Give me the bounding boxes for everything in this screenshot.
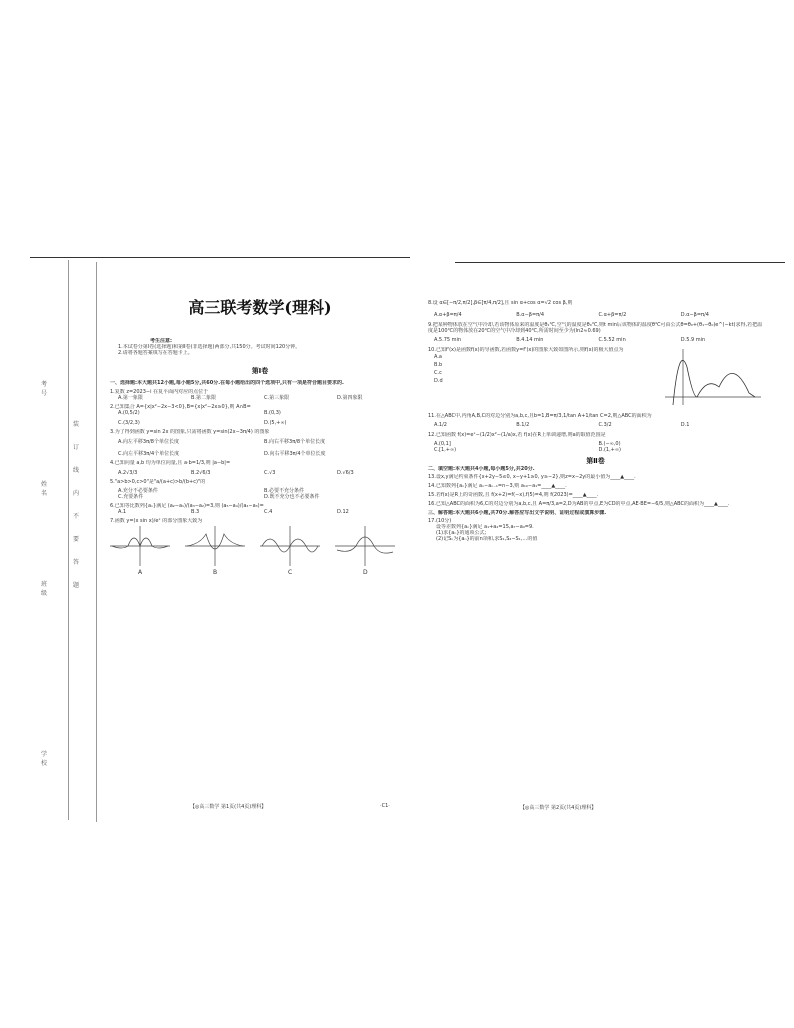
option: D.√6/3 [337,470,354,476]
header-rule-left [30,257,410,258]
option: D.向右平移3π/4个单位长度 [264,451,326,457]
option: C.第三象限 [264,395,290,401]
question-3 [110,429,410,457]
question-stem: 4.已知向量 a,b 均为单位向量,且 a·b=1/3,则 |a−b|= [110,460,231,466]
section-1-title: 第Ⅰ卷 [251,367,269,375]
option: A.2√3/3 [118,470,138,476]
option: B.第二象限 [191,395,217,401]
derivative-graph [663,347,763,407]
right-footer: 【◎高三数学 第2页(共4页)理科】 [520,805,597,811]
section-1-intro: 一、选择题:本大题共12小题,每小题5分,共60分.在每小题给出的四个选项中,只有一项是符合题目要求的. [110,380,344,386]
question-9 [428,322,763,343]
option: A.α+β=π/4 [434,312,462,318]
question-4 [110,460,410,476]
margin-label-kaohao: 考号 [40,381,47,397]
option: C.3/2 [598,422,612,428]
option: A.a [434,354,442,360]
notice-heading: 考生注意: [150,338,172,344]
graph-label: A [138,569,143,576]
margin-label-class: 班级 [40,581,47,597]
question-stem: 11.在△ABC中,内角A,B,C的对边分别为a,b,c,且b=1,B=π/3,1/tan A+1/tan C=2,则△ABC的面积为 [428,413,652,419]
notice-line: 2.请将各题答案填写在答题卡上。 [118,350,193,356]
question-7 [110,518,410,580]
options-row [428,447,763,453]
margin-label-school: 学校 [40,751,47,767]
question-stem: 5."a>b>0,c>0"是"a/(a+c)>b/(b+c)"的 [110,479,206,485]
option: C.(3/2,3) [118,420,140,426]
fill-in-intro: 二、填空题:本大题共4小题,每小题5分,共20分. [428,466,535,472]
option: B.1/2 [516,422,530,428]
section-2-title: 第Ⅱ卷 [586,457,605,465]
option: C.充要条件 [118,494,144,500]
option: D.(5,+∞) [264,420,287,426]
options-row [428,422,763,428]
graph-label: C [288,569,293,576]
graph-c [260,526,320,566]
solve-intro: 三、解答题:本大题共6小题,共70分.解答应写出文字说明、证明过程或演算步骤. [428,510,607,516]
option: C.√3 [264,470,276,476]
right-page [428,300,763,542]
options-row [110,395,410,401]
fill-question-13: 13.设x,y满足约束条件{x+2y−5≤0, x−y+1≥0, y≥−2},则z=x−2y的最小值为____▲____. [428,474,636,480]
option: C.向左平移3π/4个单位长度 [118,451,180,457]
question-stem: 7.函数 y=(x sin x)/eˣ 的部分图象大致为 [110,518,203,524]
option: D.(1,+∞) [598,447,621,453]
graph-label: B [213,569,218,576]
left-page [110,295,410,580]
graph-b [185,526,245,566]
option: A.1 [118,509,127,515]
question-2 [110,404,410,426]
option: B.(0,3) [264,410,281,416]
option: D.12 [337,509,349,515]
question-stem: 12.已知函数 f(x)=eˣ−(1/2)x²−(1/a)x,若 f(x)在R上单调递增,则a的取值范围是 [428,432,606,438]
question-stem: 8.设 α∈[−π/2,π/2],β∈[π/4,π/2],且 sin α+cos α=√2 cos β,则 [428,300,573,306]
option: A.充分不必要条件 [118,488,158,494]
question-stem: 6.已知等比数列{aₙ}满足 (a₂−a₁)/(a₃−a₂)=3,则 (a₅−a₄)/(a₄−a₃)= [110,503,264,509]
question-stem: 9.把某种物体放在空气中冷却,若该物体原来的温度是θ₁℃,空气的温度是θ₀℃,则t min后该物体的温度θ℃可由公式θ=θ₀+(θ₁−θ₀)e^(−kt)求得,若把温度是100℃的物体放在20℃的空气中冷却到40℃,所需时间至少为(ln2≈0.69) [428,322,763,334]
option: B.3 [191,509,200,515]
seal-text-column [72,420,82,590]
option: C.[1,+∞) [434,447,457,453]
option: A.5.75 min [434,337,462,343]
option: D.既不充分也不必要条件 [264,494,320,500]
option: A.(0,1] [434,441,451,447]
options-row [428,312,763,318]
fill-question-16: 16.已知△ABC的面积为6,C的对边分别为a,b,c,且 A=π/3,a=2,D为AB的中点,E为CD的中点,AE·BE=−6/5,则△ABC的面积为____▲____. [428,501,730,507]
option: C.c [434,370,442,376]
question-1 [110,389,410,401]
question-stem: 2.已知集合 A={x|x²−2x−3<0},B={x|x²−2x≥0},则 A∩B= [110,404,251,410]
notice-line: 1.本试卷分第Ⅰ卷(选择题)和第Ⅱ卷(非选择题)两部分,共150分。考试时间120分钟。 [118,344,301,350]
graph-a [110,526,170,566]
options-row [110,420,410,426]
option: B.向右平移3π/8个单位长度 [264,439,326,445]
question-12 [428,432,763,453]
fill-question-14: 14.已知数列{aₙ}满足 aₙ−aₙ₋₁=n−3,则 a₁₀−a₁=____▲____. [428,483,567,489]
option: B.α−β=π/4 [516,312,545,318]
question-17-line: (2)记Sₙ为{aₙ}的前n项和,求S₁,S₂−S₁,…的值 [436,536,538,542]
seal-char: 内 [72,490,79,497]
option: B.必要不充分条件 [264,488,305,494]
option: A.(0,5/2) [118,410,140,416]
graph-label: D [363,569,368,576]
question-5 [110,479,410,500]
question-stem: 1.复数 z=2023−i 在复平面内对应的点位于 [110,389,209,395]
question-6 [110,503,410,515]
seal-char: 线 [72,467,79,474]
margin-label-name: 姓名 [40,481,47,497]
binding-line-2 [96,262,97,822]
option: D.1 [680,422,690,428]
q7-graph-options [110,524,410,576]
seal-char: 答 [72,559,79,566]
options-row [110,410,410,416]
left-footer: 【◎高三数学 第1页(共4页)理科】 [190,804,267,810]
question-stem: 10.已知f'(x)是函数f(x)的导函数,若函数y=f'(x)的图象大致如图所示,则f(x)的极大值点为 [428,347,624,353]
option: A.1/2 [434,422,447,428]
options-row [110,509,410,515]
seal-char: 不 [72,513,79,520]
left-footer-code: ·C1· [380,803,390,809]
seal-char: 装 [72,421,79,428]
option: B.b [434,362,443,368]
header-rule-right [455,262,785,263]
options-row [110,470,410,476]
seal-char: 订 [72,444,79,451]
question-11 [428,413,763,428]
option: C.4 [264,509,273,515]
seal-char: 要 [72,536,79,543]
option: D.d [434,378,443,384]
option: D.第四象限 [337,395,363,401]
options-row [428,337,763,343]
question-8 [428,300,763,318]
option: B.(−∞,0) [598,441,621,447]
question-stem: 3.为了得到函数 y=sin 2x 的图象,只需将函数 y=sin(2x−3π/4) 的图象 [110,429,270,435]
option: A.第一象限 [118,395,143,401]
option: D.5.9 min [680,337,706,343]
option: B.2√6/3 [191,470,211,476]
option: C.α+β=π/2 [598,312,627,318]
question-17-line: 设等差数列{aₙ}满足 a₁+a₂=15,a₇−a₄=9. [436,524,534,530]
option: C.5.52 min [598,337,626,343]
fill-question-15: 15.若f(x)是R上的奇函数,且 f(x+2)=f(−x),f(5)=4,则 f(2023)=____▲____. [428,492,599,498]
seal-char: 题 [72,582,79,589]
question-17-line: (1)求{aₙ}的通项公式; [436,530,487,536]
options-row [110,439,410,445]
exam-title: 高三联考数学(理科) [188,298,332,317]
binding-line-1 [68,260,69,820]
option: D.α−β=π/4 [680,312,709,318]
option: A.向左平移3π/8个单位长度 [118,439,179,445]
option: B.4.14 min [516,337,544,343]
question-17-head: 17.(10分) [428,518,452,524]
graph-d [335,526,395,566]
question-10 [428,347,763,409]
options-row [110,494,410,500]
options-row [110,451,410,457]
